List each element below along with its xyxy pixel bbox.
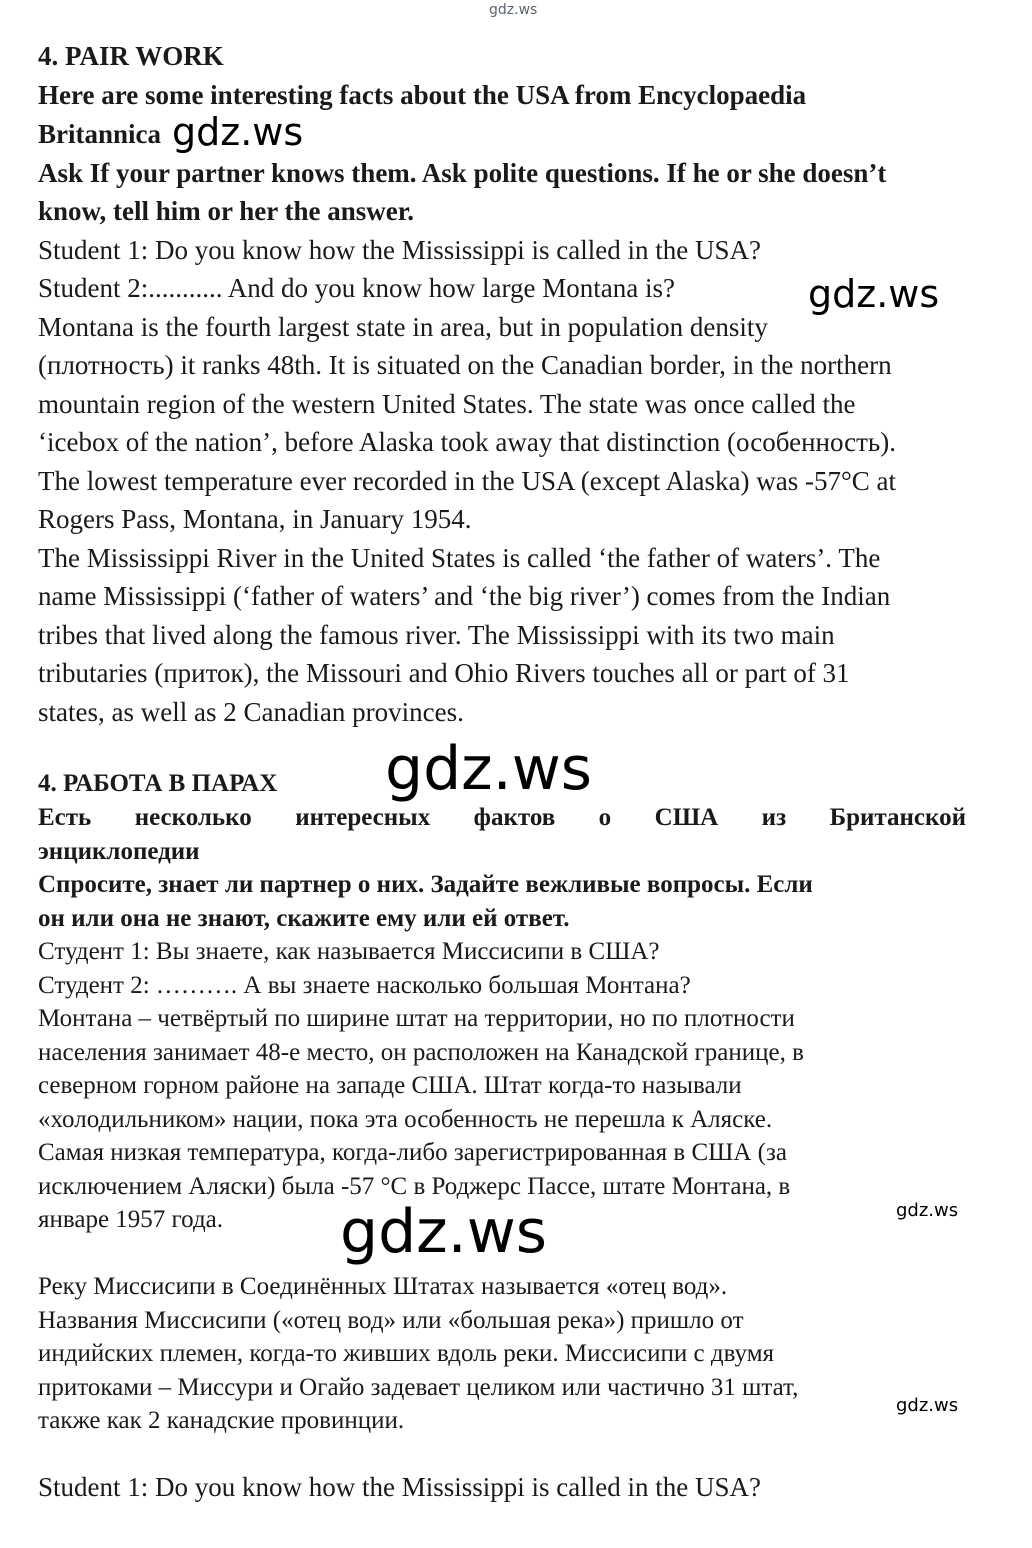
russian-task-word: Британской xyxy=(829,804,966,831)
russian-task-word: несколько xyxy=(134,804,252,831)
english-mississippi-line: tribes that lived along the famous river. The Mississippi with its two main xyxy=(38,620,835,650)
russian-task-line: энциклопедии xyxy=(38,838,200,865)
russian-task-line-justified xyxy=(38,802,966,834)
english-montana-line: Rogers Pass, Montana, in January 1954. xyxy=(38,504,472,534)
english-dialogue-line: Student 1: Do you know how the Mississippi is called in the USA? xyxy=(38,235,761,265)
russian-task-word: США xyxy=(654,804,719,831)
russian-mississippi-line: притоками – Миссури и Огайо задевает целиком или частично 31 штат, xyxy=(38,1374,799,1401)
russian-task-line: он или она не знают, скажите ему или ей ответ. xyxy=(38,905,570,932)
russian-mississippi-last-line: также как 2 канадские провинции. xyxy=(38,1407,405,1434)
english-montana-line: mountain region of the western United States. The state was once called the xyxy=(38,389,856,419)
watermark: gdz.ws xyxy=(896,1395,959,1416)
watermark: gdz.ws xyxy=(896,1200,959,1221)
english-mississippi-line: tributaries (приток), the Missouri and Ohio Rivers touches all or part of 31 xyxy=(38,658,850,688)
russian-mississippi-line: Названия Миссисипи («отец вод» или «большая река») пришло от xyxy=(38,1307,744,1334)
russian-heading: 4. РАБОТА В ПАРАХ xyxy=(38,770,278,797)
russian-task-word: о xyxy=(598,804,612,831)
russian-montana-line: Монтана – четвёртый по ширине штат на территории, но по плотности xyxy=(38,1005,795,1032)
russian-mississippi-line: индийских племен, когда-то живших вдоль реки. Миссисипи с двумя xyxy=(38,1340,775,1367)
english-montana-line: (плотность) it ranks 48th. It is situated on the Canadian border, in the northern xyxy=(38,350,892,380)
russian-dialogue-line: Студент 1: Вы знаете, как называется Миссисипи в США? xyxy=(38,938,660,965)
english-mississippi-line: The Mississippi River in the United States is called ‘the father of waters’. The xyxy=(38,543,881,573)
russian-dialogue-line: Студент 2: ………. А вы знаете насколько большая Монтана? xyxy=(38,972,691,999)
english-task-line: Here are some interesting facts about the USA from Encyclopaedia xyxy=(38,80,807,110)
english-heading: 4. PAIR WORK xyxy=(38,41,224,71)
english-mississippi-line: name Mississippi (‘father of waters’ and ‘the big river’) comes from the Indian xyxy=(38,581,891,611)
final-dialogue-line: Student 1: Do you know how the Mississippi is called in the USA? xyxy=(38,1472,761,1502)
russian-montana-last-line: январе 1957 года. xyxy=(38,1206,224,1233)
watermark: gdz.ws xyxy=(808,272,940,316)
english-montana-line: The lowest temperature ever recorded in the USA (except Alaska) was -57°C at xyxy=(38,466,896,496)
russian-task-word: из xyxy=(761,804,787,831)
russian-montana-line: исключением Аляски) была -57 °С в Роджерс Пассе, штате Монтана, в xyxy=(38,1173,791,1200)
russian-task-word: интересных xyxy=(295,804,431,831)
english-task-line: Ask If your partner knows them. Ask polite questions. If he or she doesn’t xyxy=(38,158,887,188)
russian-task-word: фактов xyxy=(473,804,556,831)
russian-montana-line: северном горном районе на западе США. Штат когда-то называли xyxy=(38,1072,742,1099)
english-task-line: Britannica xyxy=(38,119,162,149)
watermark: gdz.ws xyxy=(340,1197,548,1267)
english-mississippi-line: states, as well as 2 Canadian provinces. xyxy=(38,697,464,727)
watermark: gdz.ws xyxy=(385,734,593,804)
english-montana-line: ‘icebox of the nation’, before Alaska took away that distinction (особенность). xyxy=(38,427,896,457)
russian-montana-line: «холодильником» нации, пока эта особенность не перешла к Аляске. xyxy=(38,1106,773,1133)
english-dialogue-line: Student 2:........... And do you know how large Montana is? xyxy=(38,273,675,303)
russian-task-word: Есть xyxy=(38,804,92,831)
watermark-top: gdz.ws xyxy=(489,2,538,18)
russian-montana-line: населения занимает 48-е место, он расположен на Канадской границе, в xyxy=(38,1039,804,1066)
watermark: gdz.ws xyxy=(172,110,304,154)
russian-montana-line: Самая низкая температура, когда-либо зарегистрированная в США (за xyxy=(38,1139,787,1166)
english-task-line: know, tell him or her the answer. xyxy=(38,196,415,226)
russian-mississippi-line: Реку Миссисипи в Соединённых Штатах называется «отец вод». xyxy=(38,1273,728,1300)
russian-task-line: Спросите, знает ли партнер о них. Задайте вежливые вопросы. Если xyxy=(38,871,813,898)
english-montana-line: Montana is the fourth largest state in area, but in population density xyxy=(38,312,768,342)
